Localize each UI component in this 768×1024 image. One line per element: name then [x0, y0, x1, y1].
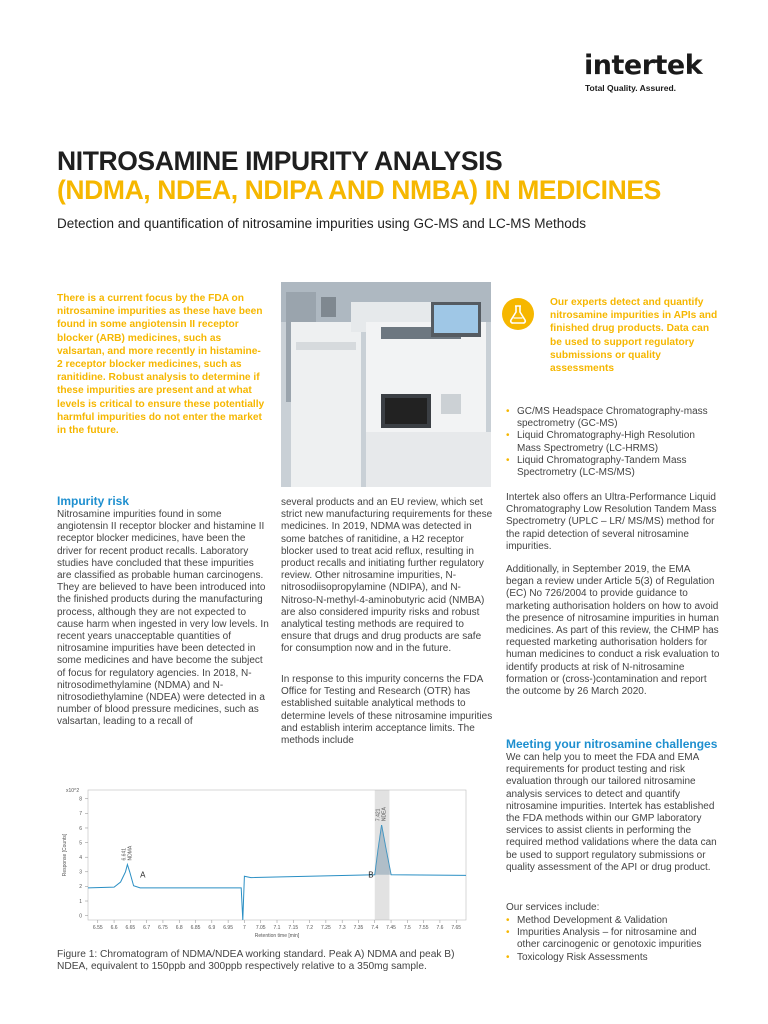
intro-highlight: There is a current focus by the FDA on nitrosamine impurities as these have been found in some angiotensin II receptor blocker (ARB) medicines, such as valsartan, and more recently in histamine-2 receptor blocker medicines, such as ranitidine. Robust analysis to determine if these impurities are present and at what levels is critical to ensure these potentially harmful impurities do not enter the market in the future.	[57, 293, 265, 437]
x-tick-label: 6.7	[143, 925, 151, 931]
y-tick-label: 8	[79, 796, 82, 803]
lab-instrument-photo	[281, 282, 491, 487]
callout-badge	[502, 298, 534, 330]
list-item: • Impurities Analysis – for nitrosamine and other carcinogenic or genotoxic impurities	[506, 927, 718, 951]
chromatogram-chart	[58, 782, 473, 950]
page-title-line2: (NDMA, NDEA, NDIPA AND NMBA) IN MEDICINES	[57, 175, 661, 205]
x-tick-label: 7.65	[451, 925, 462, 931]
x-tick-label: 7.6	[436, 925, 444, 931]
page-title-line1: NITROSAMINE IMPURITY ANALYSIS	[57, 146, 503, 176]
page-subtitle: Detection and quantification of nitrosamine impurities using GC-MS and LC-MS Methods	[57, 216, 586, 231]
section-heading-challenges: Meeting your nitrosamine challenges	[506, 737, 718, 751]
x-tick-label: 7	[243, 925, 246, 931]
impurity-risk-paragraph: Nitrosamine impurities found in some angiotensin II receptor blocker and histamine II receptor blocker medicines, have been the driver for recent product recalls. Laboratory studies have concluded that these impurities are classified as probable human carcinogens. They are believed to have been introduced into the finished products during the manufacturing process, although they are not expected to cause harm when ingested in very low levels. In recent years unacceptable quantities of nitrosamine impurities have been detected in some medicines and have become the subject of focus for regulatory agencies. In 2018, N-nitrosodimethylamine (NDMA) and N-nitrosodiethylamine (NDEA) were detected in a number of blood pressure medicines, such as valsartan, leading to a recall of	[57, 509, 269, 728]
y-tick-label: 6	[79, 825, 82, 832]
x-tick-label: 7.35	[353, 925, 364, 931]
callout-text: Our experts detect and quantify nitrosamine impurities in APIs and finished drug products. Data can be used to support regulatory submissions or quality assessments	[550, 297, 718, 375]
uplc-paragraph: Intertek also offers an Ultra-Performance Liquid Chromatography Low Resolution Tandem Mass Spectrometry (UPLC – LR/ MS/MS) method for the rapid detection of several nitrosamine impurities.	[506, 492, 717, 552]
x-tick-label: 6.65	[125, 925, 136, 931]
list-item: • Toxicology Risk Assessments	[506, 952, 718, 964]
logo-tagline: Total Quality. Assured.	[585, 83, 676, 93]
peak-rt-label: 7.421	[375, 808, 382, 822]
y-tick-label: 4	[79, 854, 82, 861]
x-tick-label: 7.45	[386, 925, 396, 931]
y-axis-label: Response [Counts]	[62, 833, 68, 877]
methods-list	[506, 406, 718, 479]
peak-a-letter: A	[140, 870, 146, 880]
services-intro: Our services include:	[506, 902, 600, 913]
y-tick-label: 0	[79, 913, 82, 920]
ema-paragraph: Additionally, in September 2019, the EMA began a review under Article 5(3) of Regulation (EC) No 726/2004 to provide guidance to marketing authorisation holders on how to avoid the presence of nitrosamine impurities in human medicines. As part of this review, the CHMP has requested marketing authorisation holders for human medicines to conduct a risk evaluation to identify products at risk of N-nitrosamine formation or (cross-)contamination and report the outcome by 26 March 2020.	[506, 564, 720, 698]
x-tick-label: 7.5	[403, 925, 411, 931]
y-tick-label: 7	[79, 811, 82, 818]
x-tick-label: 6.9	[208, 925, 216, 931]
figure-caption: Figure 1: Chromatogram of NDMA/NDEA working standard. Peak A) NDMA and peak B) NDEA, equivalent to 150ppb and 300ppb respectively relative to a 350mg sample.	[57, 949, 455, 973]
y-tick-label: 3	[79, 869, 82, 876]
list-item: • Method Development & Validation	[506, 915, 718, 927]
x-tick-label: 6.75	[158, 925, 168, 931]
y-tick-label: 5	[79, 840, 82, 847]
list-item: • GC/MS Headspace Chromatography-mass spectrometry (GC-MS)	[506, 406, 718, 430]
x-tick-label: 7.3	[338, 925, 346, 931]
section-heading-impurity-risk: Impurity risk	[57, 494, 130, 508]
y-tick-label: 2	[79, 884, 82, 891]
flask-icon	[502, 298, 534, 330]
x-tick-label: 6.8	[175, 925, 183, 931]
x-tick-label: 6.55	[92, 925, 103, 931]
x-axis-label: Retention time [min]	[254, 933, 300, 939]
services-list	[506, 915, 718, 964]
x-tick-label: 7.55	[418, 925, 429, 931]
x-tick-label: 6.6	[110, 925, 118, 931]
peak-name-label: NDEA	[381, 807, 388, 822]
y-tick-label: 1	[79, 898, 82, 905]
intertek-logo: intertek	[584, 50, 703, 81]
peak-name-label: NDMA	[127, 845, 134, 861]
peak-rt-label: 6.641	[121, 847, 128, 861]
chromatogram-svg	[58, 782, 473, 950]
list-item: • Liquid Chromatography-High Resolution Mass Spectrometry (LC-HRMS)	[506, 430, 718, 454]
x-tick-label: 7.05	[255, 925, 266, 931]
lab-instrument-illustration	[281, 282, 491, 487]
x-tick-label: 6.95	[223, 925, 233, 931]
x-tick-label: 7.25	[321, 925, 331, 931]
plot-frame	[88, 790, 466, 920]
x-tick-label: 6.85	[190, 925, 201, 931]
list-item: • Liquid Chromatography-Tandem Mass Spectrometry (LC-MS/MS)	[506, 455, 718, 479]
regulatory-paragraph: several products and an EU review, which set strict new manufacturing requirements for these medicines. In 2019, NDMA was detected in some batches of ranitidine, a H2 receptor blocker used to treat acid reflux, resulting in product recalls and initiating further regulatory review. Other nitrosamine impurities, N-nitrosodiisopropylamine (NDIPA), and N-Nitroso-N-methyl-4-aminobutyric acid (NMBA) are also considered impurity risks and robust analytical testing methods are required to ensure that drugs and drug products are safe for consumption now and in the future.	[281, 497, 493, 655]
peak-b-letter: B	[368, 870, 374, 880]
fda-response-paragraph: In response to this impurity concerns the FDA Office for Testing and Research (OTR) has established suitable analytical methods to determine levels of these nitrosamine impurities and establish interim acceptance limits. The methods include	[281, 674, 493, 747]
x-tick-label: 7.4	[371, 925, 379, 931]
x-tick-label: 7.1	[273, 925, 281, 931]
challenges-paragraph: We can help you to meet the FDA and EMA requirements for product testing and risk evaluation through our tailored nitrosamine analysis services to detect and quantify nitrosamine impurities. Intertek has established the FDA methods within our GMP laboratory services to assist clients in performing the required method validations where the data can be used to support regulatory submissions or quality assessment of the API or drug product.	[506, 752, 717, 873]
x-tick-label: 7.15	[288, 925, 299, 931]
y-exponent-label: x10^2	[66, 788, 80, 794]
x-tick-label: 7.2	[306, 925, 314, 931]
